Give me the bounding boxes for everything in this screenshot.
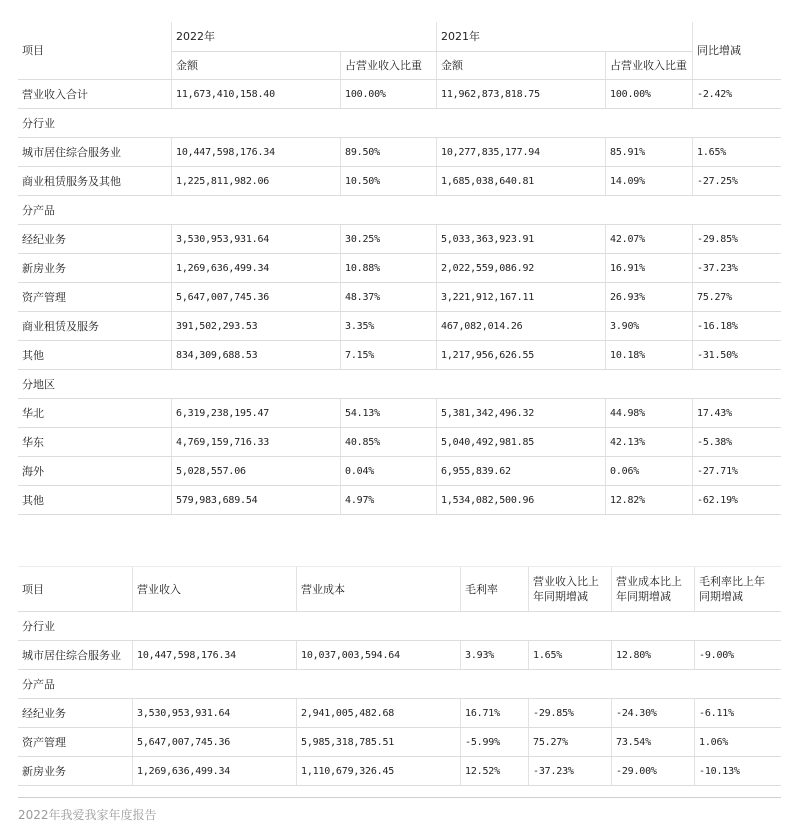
cell-a2021: 5,040,492,981.85: [441, 436, 535, 448]
header-yoy: 同比增减: [697, 44, 741, 57]
cell-r2022: 0.04%: [345, 465, 375, 477]
cell-revenue: 1,269,636,499.34: [137, 765, 231, 777]
cell-a2021: 467,082,014.26: [441, 320, 523, 332]
cell-a2021: 5,033,363,923.91: [441, 233, 535, 245]
cell-label: 华北: [22, 406, 44, 420]
cell-cost_yoy: 73.54%: [616, 736, 651, 748]
cell-r2021: 42.07%: [610, 233, 645, 245]
table-row: [18, 641, 781, 670]
cell-r2021: 85.91%: [610, 146, 645, 158]
cell-r2021: 100.00%: [610, 88, 651, 100]
cell-cost_yoy: 12.80%: [616, 649, 651, 661]
cell-r2022: 4.97%: [345, 494, 375, 506]
table-row: [18, 757, 781, 786]
table-row: [18, 80, 781, 109]
table-row: [18, 457, 781, 486]
cell-label: 其他: [22, 493, 44, 507]
header-amount-2021: 金额: [441, 59, 463, 72]
cell-r2022: 89.50%: [345, 146, 380, 158]
header-cost-yoy-line2: 年同期增减: [616, 590, 671, 603]
cell-r2022: 7.15%: [345, 349, 375, 361]
cell-yoy: 75.27%: [697, 291, 732, 303]
cell-revenue: 10,447,598,176.34: [137, 649, 236, 661]
cell-cost: 10,037,003,594.64: [301, 649, 400, 661]
cell-label: 资产管理: [22, 290, 66, 304]
header-revenue: 营业收入: [137, 582, 181, 596]
cell-r2021: 42.13%: [610, 436, 645, 448]
cell-yoy: -37.23%: [697, 262, 738, 274]
table-row: [18, 254, 781, 283]
cell-label: 其他: [22, 348, 44, 362]
cell-a2022: 1,269,636,499.34: [176, 262, 270, 274]
table-body: [18, 80, 781, 515]
header-margin-yoy: [695, 567, 781, 611]
cell-yoy: -2.42%: [697, 88, 732, 100]
cell-cost_yoy: -29.00%: [616, 765, 657, 777]
cell-a2022: 11,673,410,158.40: [176, 88, 275, 100]
cell-a2021: 6,955,839.62: [441, 465, 511, 477]
section-row: [18, 196, 781, 225]
cell-a2021: 1,685,038,640.81: [441, 175, 535, 187]
section-label: 分地区: [22, 377, 55, 391]
cell-yoy: 1.65%: [697, 146, 727, 158]
cell-margin: 3.93%: [465, 649, 495, 661]
table-body: [18, 612, 781, 786]
cell-yoy: -5.38%: [697, 436, 732, 448]
cell-cost: 2,941,005,482.68: [301, 707, 395, 719]
cell-rev_yoy: 1.65%: [533, 649, 563, 661]
cell-margin_yoy: -6.11%: [699, 707, 734, 719]
section-label: 分产品: [22, 203, 55, 217]
cell-yoy: -16.18%: [697, 320, 738, 332]
table-row: [18, 486, 781, 515]
header-amount-2022: 金额: [176, 59, 198, 72]
header-cost-yoy: [612, 567, 694, 611]
cell-r2021: 3.90%: [610, 320, 640, 332]
section-row: [18, 670, 781, 699]
section-row: [18, 109, 781, 138]
cell-cost: 5,985,318,785.51: [301, 736, 395, 748]
header-revenue-yoy-line2: 年同期增减: [533, 590, 588, 603]
cell-label: 经纪业务: [22, 232, 66, 246]
margin-analysis-table: [18, 566, 781, 786]
cell-r2021: 26.93%: [610, 291, 645, 303]
cell-revenue: 3,530,953,931.64: [137, 707, 231, 719]
cell-rev_yoy: 75.27%: [533, 736, 568, 748]
cell-label: 城市居住综合服务业: [22, 145, 121, 159]
header-year-2021: 2021年: [441, 30, 480, 43]
cell-label: 商业租赁及服务: [22, 319, 99, 333]
cell-label: 营业收入合计: [22, 87, 88, 101]
cell-a2022: 1,225,811,982.06: [176, 175, 270, 187]
cell-r2022: 10.88%: [345, 262, 380, 274]
table-row: [18, 283, 781, 312]
page-footer: 2022年我爱我家年度报告: [18, 808, 157, 822]
cell-r2021: 12.82%: [610, 494, 645, 506]
cell-label: 商业租赁服务及其他: [22, 174, 121, 188]
cell-label: 华东: [22, 435, 44, 449]
cell-label: 城市居住综合服务业: [22, 648, 121, 662]
section-label: 分行业: [22, 116, 55, 130]
table-row: [18, 312, 781, 341]
cell-a2021: 10,277,835,177.94: [441, 146, 540, 158]
header-margin-yoy-line2: 同期增减: [699, 590, 743, 603]
cell-label: 经纪业务: [22, 706, 66, 720]
cell-a2022: 834,309,688.53: [176, 349, 258, 361]
cell-a2022: 5,028,557.06: [176, 465, 246, 477]
table-row: [18, 167, 781, 196]
cell-r2022: 48.37%: [345, 291, 380, 303]
cell-r2021: 44.98%: [610, 407, 645, 419]
table-row: [18, 341, 781, 370]
cell-label: 新房业务: [22, 261, 66, 275]
table-row: [18, 138, 781, 167]
section-label: 分产品: [22, 677, 55, 691]
cell-margin: 12.52%: [465, 765, 500, 777]
cell-a2022: 3,530,953,931.64: [176, 233, 270, 245]
cell-margin: -5.99%: [465, 736, 500, 748]
cell-r2021: 10.18%: [610, 349, 645, 361]
table-row: [18, 428, 781, 457]
table-row: [18, 728, 781, 757]
header-margin: 毛利率: [465, 582, 498, 596]
section-label: 分行业: [22, 619, 55, 633]
cell-revenue: 5,647,007,745.36: [137, 736, 231, 748]
cell-rev_yoy: -37.23%: [533, 765, 574, 777]
cell-a2022: 10,447,598,176.34: [176, 146, 275, 158]
cell-r2021: 16.91%: [610, 262, 645, 274]
section-row: [18, 612, 781, 641]
cell-yoy: -27.71%: [697, 465, 738, 477]
cell-a2022: 391,502,293.53: [176, 320, 258, 332]
cell-yoy: -62.19%: [697, 494, 738, 506]
cell-margin: 16.71%: [465, 707, 500, 719]
cell-yoy: 17.43%: [697, 407, 732, 419]
cell-r2021: 0.06%: [610, 465, 640, 477]
table-row: [18, 699, 781, 728]
cell-a2022: 579,983,689.54: [176, 494, 258, 506]
cell-r2022: 40.85%: [345, 436, 380, 448]
header-item: 项目: [22, 582, 44, 596]
cell-a2022: 6,319,238,195.47: [176, 407, 270, 419]
cell-a2021: 1,217,956,626.55: [441, 349, 535, 361]
cell-a2021: 5,381,342,496.32: [441, 407, 535, 419]
cell-r2022: 10.50%: [345, 175, 380, 187]
footer-divider: [18, 797, 781, 798]
cell-a2021: 3,221,912,167.11: [441, 291, 535, 303]
header-year-2022: 2022年: [176, 30, 215, 43]
cell-cost_yoy: -24.30%: [616, 707, 657, 719]
cell-a2021: 1,534,082,500.96: [441, 494, 535, 506]
header-revenue-yoy-line1: 营业收入比上: [533, 575, 599, 588]
cell-margin_yoy: -9.00%: [699, 649, 734, 661]
cell-a2021: 2,022,559,086.92: [441, 262, 535, 274]
table-row: [18, 399, 781, 428]
cell-yoy: -27.25%: [697, 175, 738, 187]
cell-margin_yoy: 1.06%: [699, 736, 729, 748]
header-revenue-yoy: [529, 567, 611, 611]
revenue-composition-table: [18, 22, 781, 515]
header-cost-yoy-line1: 营业成本比上: [616, 575, 682, 588]
header-margin-yoy-line1: 毛利率比上年: [699, 575, 765, 588]
cell-yoy: -31.50%: [697, 349, 738, 361]
cell-cost: 1,110,679,326.45: [301, 765, 395, 777]
table-row: [18, 225, 781, 254]
cell-a2021: 11,962,873,818.75: [441, 88, 540, 100]
header-ratio-2021: 占营业收入比重: [610, 59, 687, 72]
header-item: 项目: [22, 44, 44, 57]
cell-label: 新房业务: [22, 764, 66, 778]
cell-margin_yoy: -10.13%: [699, 765, 740, 777]
cell-label: 海外: [22, 464, 44, 478]
cell-r2022: 30.25%: [345, 233, 380, 245]
cell-yoy: -29.85%: [697, 233, 738, 245]
cell-rev_yoy: -29.85%: [533, 707, 574, 719]
cell-r2022: 3.35%: [345, 320, 375, 332]
header-cost: 营业成本: [301, 582, 345, 596]
cell-r2021: 14.09%: [610, 175, 645, 187]
table-header: [18, 566, 781, 612]
header-ratio-2022: 占营业收入比重: [345, 59, 422, 72]
cell-a2022: 4,769,159,716.33: [176, 436, 270, 448]
table-header: [18, 22, 781, 80]
cell-r2022: 100.00%: [345, 88, 386, 100]
cell-a2022: 5,647,007,745.36: [176, 291, 270, 303]
cell-label: 资产管理: [22, 735, 66, 749]
cell-r2022: 54.13%: [345, 407, 380, 419]
section-row: [18, 370, 781, 399]
